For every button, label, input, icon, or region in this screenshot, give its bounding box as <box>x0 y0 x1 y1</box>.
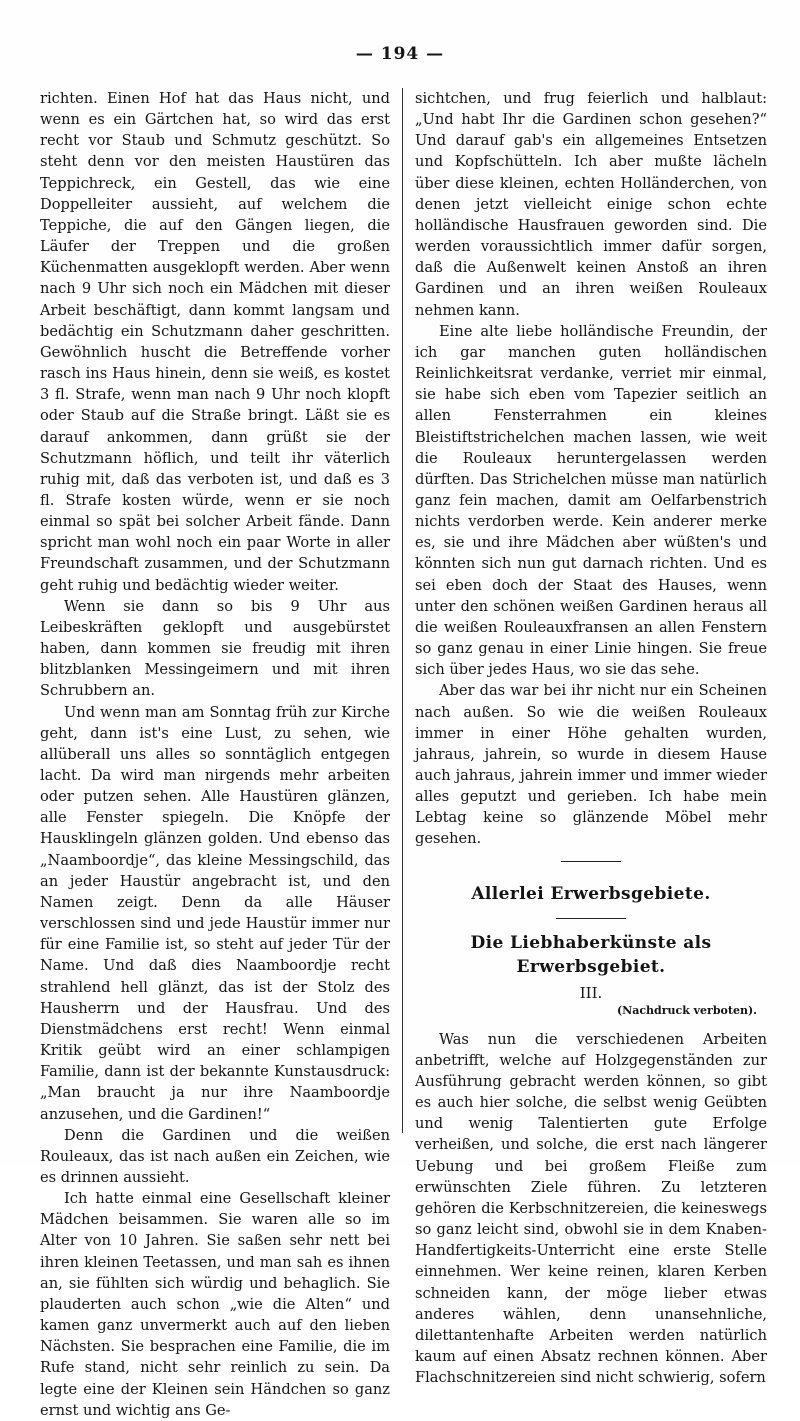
paragraph: Eine alte liebe holländische Freundin, der ich gar manchen guten holländischen Reinlichkeitsrat verdanke, verriet mir einmal, sie habe sich eben vom Tapezier seitlich an allen Fensterrahmen ein kleines Bleistiftstrichelchen machen lassen, wie weit die Rouleaux heruntergelassen werden dürften. Das Strichelchen müsse man natürlich ganz fein machen, damit am Oelfarbenstrich nichts verdorben werde. Kein anderer merke es, sie und ihre Mädchen aber wüßten's und könnten sich nun gut darnach richten. Und es sei eben doch der Staat des Hauses, wenn unter den schönen weißen Gardinen heraus all die weißen Rouleauxfransen an allen Fenstern so ganz genau in einer Linie hingen. Sie freue sich über jedes Haus, wo sie das sehe. <box>415 322 767 679</box>
section-heading: Allerlei Erwerbsgebiete. <box>471 883 711 904</box>
section-separator <box>561 861 621 862</box>
paragraph: sichtchen, und frug feierlich und halblaut: „Und habt Ihr die Gardinen schon gesehen?“ Und darauf gab's ein allgemeines Entsetzen und Kopfschütteln. Ich aber mußte lächeln über diese kleinen, echten Holländerchen, von denen jetzt vielleicht einige schon echte holländische Hausfrauen geworden sind. Die werden voraussichtlich immer dafür sorgen, daß die Außenwelt keinen Anstoß an ihren Gardinen und an ihren weißen Rouleaux nehmen kann. <box>415 90 767 319</box>
paragraph: Wenn sie dann so bis 9 Uhr aus Leibeskräften geklopft und ausgebürstet haben, dann kommen sie freudig mit ihren blitzblanken Messingeimern und mit ihren Schrubbern an. <box>40 597 390 700</box>
paragraph: Denn die Gardinen und die weißen Rouleaux, das ist nach außen ein Zeichen, wie es drinnen aussieht. <box>40 1126 390 1186</box>
left-column <box>40 88 390 1421</box>
article-title: Die Liebhaberkünste als Erwerbsgebiet. <box>470 932 712 977</box>
paragraph: Aber das war bei ihr nicht nur ein Scheinen nach außen. So wie die weißen Rouleaux immer in einer Höhe gehalten wurden, jahraus, jahrein, so wurde in diesem Hause auch jahraus, jahrein immer und immer wieder alles geputzt und gerieben. Ich habe mein Lebtag keine so glänzende Möbel mehr gesehen. <box>415 682 767 848</box>
right-column <box>415 88 767 1388</box>
page-number: — 194 — <box>355 44 445 64</box>
paragraph: richten. Einen Hof hat das Haus nicht, und wenn es ein Gärtchen hat, so wird das erst recht vor Staub und Schmutz geschützt. So steht denn vor den meisten Haustüren das Teppichreck, ein Gestell, das wie eine Doppelleiter aussieht, auf welchem die Teppiche, die auf den Gängen liegen, die Läufer der Treppen und die großen Küchenmatten ausgeklopft werden. Aber wenn nach 9 Uhr sich noch ein Mädchen mit dieser Arbeit beschäftigt, dann kommt langsam und bedächtig ein Schutzmann daher geschritten. Gewöhnlich huscht die Betreffende vorher rasch ins Haus hinein, denn sie weiß, es kostet 3 fl. Strafe, wenn man nach 9 Uhr noch klopft oder Staub auf die Straße bringt. Läßt sie es darauf ankommen, dann grüßt sie der Schutzmann höflich, und teilt ihr väterlich ruhig mit, daß das verboten ist, und daß es 3 fl. Strafe kosten würde, wenn er sie noch einmal so spät bei solcher Arbeit fände. Dann spricht man wohl noch ein paar Worte in aller Freundschaft zusammen, und der Schutzmann geht ruhig und bedächtig wieder weiter. <box>40 90 390 594</box>
article-part-number: III. <box>579 983 603 1002</box>
heading-separator <box>556 918 626 919</box>
column-divider <box>402 88 403 1133</box>
reprint-note: (Nachdruck verboten). <box>616 1003 757 1017</box>
paragraph: Und wenn man am Sonntag früh zur Kirche geht, dann ist's eine Lust, zu sehen, wie allüberall uns alles so sonntäglich entgegen lacht. Da wird man nirgends mehr arbeiten oder putzen sehen. Alle Haustüren glänzen, alle Fenster spiegeln. Die Knöpfe der Hausklingeln glänzen golden. Und ebenso das „Naamboordje“, das kleine Messingschild, das an jeder Haustür angebracht ist, und den Namen zeigt. Denn da alle Häuser verschlossen sind und jede Haustür immer nur für eine Familie ist, so steht auf jeder Tür der Name. Und daß dies Naamboordje recht strahlend hell glänzt, das ist der Stolz des Hausherrn und der Hausfrau. Und des Dienstmädchens erst recht! Wenn einmal Kritik geübt wird an einer schlampigen Familie, dann ist der bekannte Kunstausdruck: „Man braucht ja nur ihre Naamboordje anzusehen, und die Gardinen!“ <box>40 703 390 1123</box>
paragraph: Was nun die verschiedenen Arbeiten anbetrifft, welche auf Holzgegenständen zur Ausführung gebracht werden können, so gibt es auch hier solche, die selbst wenig Geübten und wenig Talentierten gute Erfolge verheißen, und solche, die erst nach längerer Uebung und bei großem Fleiße zum erwünschten Ziele führen. Zu letzteren gehören die Kerbschnitzereien, die keineswegs so ganz leicht sind, obwohl sie in dem Knaben-Handfertigkeits-Unterricht eine erste Stelle einnehmen. Wer keine reinen, klaren Kerben schneiden kann, der möge lieber etwas anderes wählen, denn unansehnliche, dilettantenhafte Arbeiten werden natürlich kaum auf einen Absatz rechnen können. Aber Flachschnitzereien sind nicht schwierig, sofern <box>415 1030 767 1387</box>
paragraph: Ich hatte einmal eine Gesellschaft kleiner Mädchen beisammen. Sie waren alle so im Alter von 10 Jahren. Sie saßen sehr nett bei ihren kleinen Teetassen, und man sah es ihnen an, sie fühlten sich würdig und behaglich. Sie plauderten auch schon „wie die Alten“ und kamen ganz unvermerkt auch auf den lieben Nächsten. Sie besprachen eine Familie, die im Rufe stand, nicht sehr reinlich zu sein. Da legte eine der Kleinen sein Händchen so ganz ernst und wichtig ans Ge- <box>40 1190 390 1419</box>
